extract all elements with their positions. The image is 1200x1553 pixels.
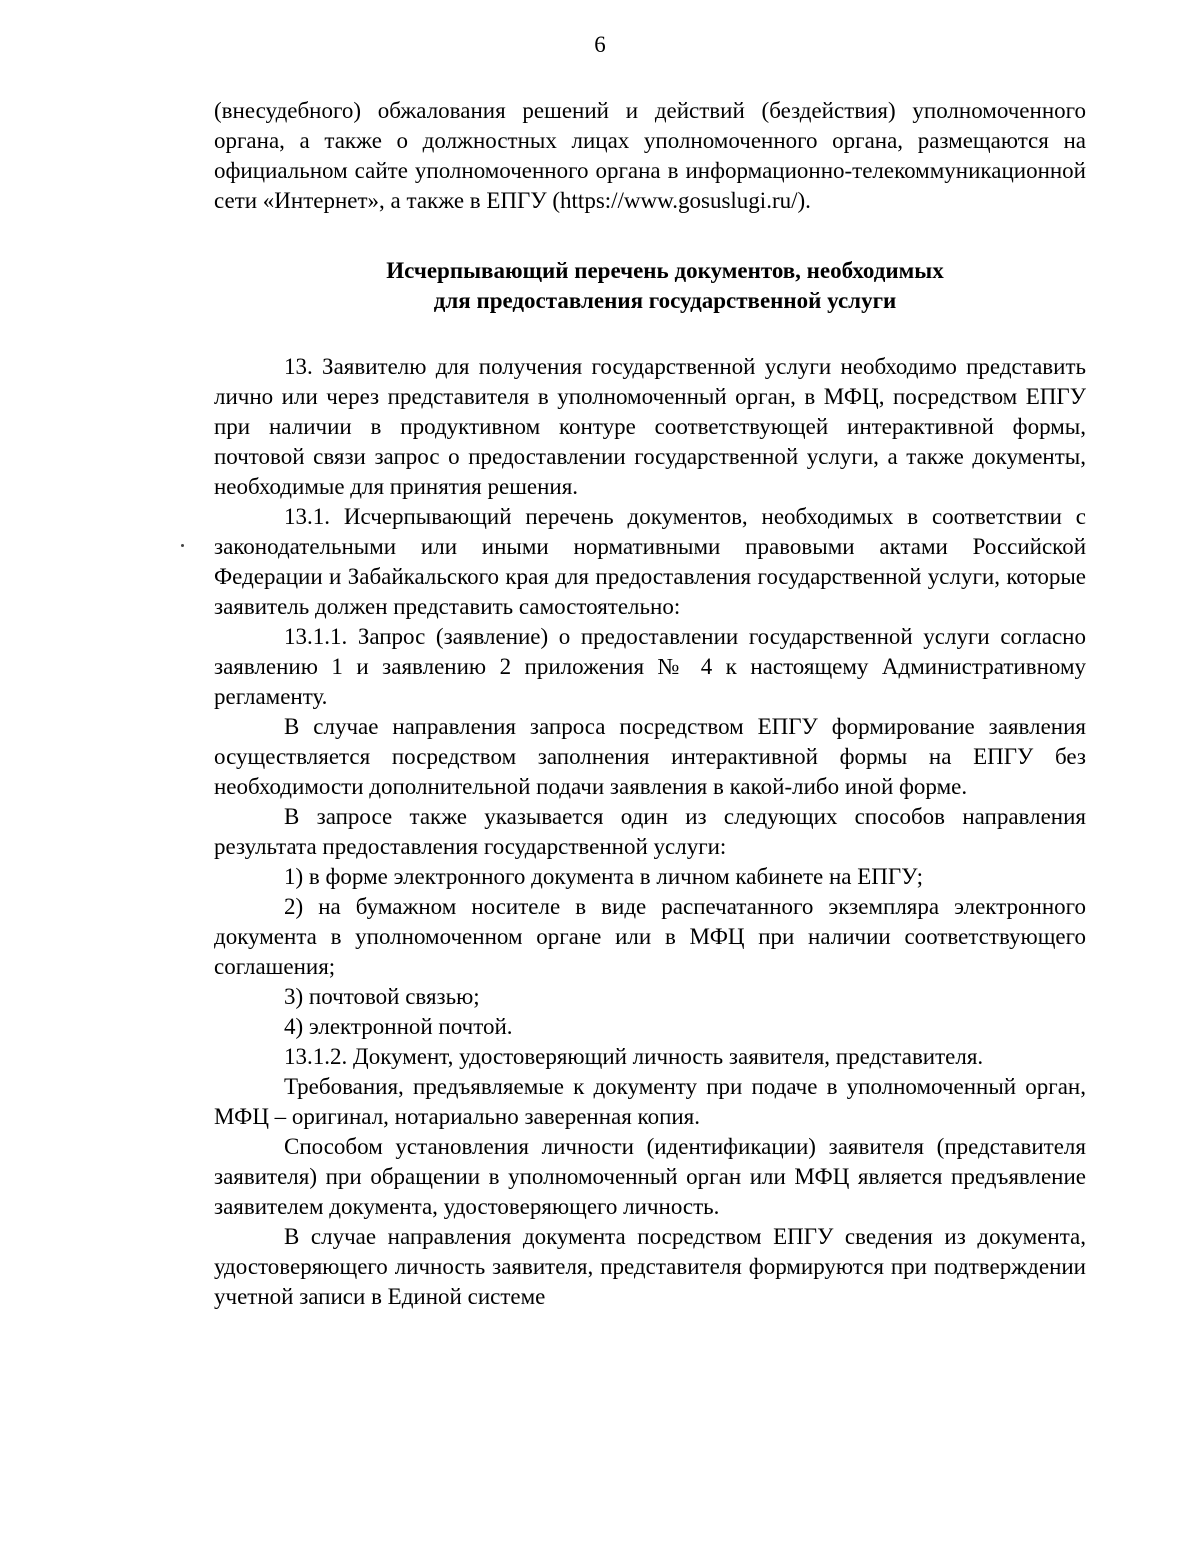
paragraph-identification: Способом установления личности (идентификации) заявителя (представителя заявителя) при обращении в уполномоченный орган или МФЦ является предъявление заявителем документа, удостоверяющего личность. (214, 1134, 1086, 1219)
paragraph-requirements: Требования, предъявляемые к документу при подаче в уполномоченный орган, МФЦ – оригинал, нотариально заверенная копия. (214, 1074, 1086, 1129)
section-heading-line-2: для предоставления государственной услуги (433, 288, 897, 313)
list-item-4: 4) электронной почтой. (284, 1014, 513, 1039)
paragraph-13-1-1: 13.1.1. Запрос (заявление) о предоставлении государственной услуги согласно заявлению 1 и заявлению 2 приложения № 4 к настоящему Административному регламенту. (214, 624, 1086, 709)
list-item-2: 2) на бумажном носителе в виде распечатанного экземпляра электронного документа в уполномоченном органе или в МФЦ при наличии соответствующего соглашения; (214, 894, 1086, 979)
paragraph-epgu-document: В случае направления документа посредством ЕПГУ сведения из документа, удостоверяющего личность заявителя, представителя формируются при подтверждении учетной записи в Единой системе (214, 1224, 1086, 1309)
list-item-3: 3) почтовой связью; (284, 984, 480, 1009)
paragraph-13: 13. Заявителю для получения государственной услуги необходимо представить лично или через представителя в уполномоченный орган, в МФЦ, посредством ЕПГУ при наличии в продуктивном контуре соответствующей интерактивной формы, почтовой связи запрос о предоставлении государственной услуги, а также документы, необходимые для принятия решения. (214, 354, 1086, 499)
list-item-1: 1) в форме электронного документа в личном кабинете на ЕПГУ; (284, 864, 924, 889)
paragraph-13-1-2: 13.1.2. Документ, удостоверяющий личность заявителя, представителя. (284, 1044, 984, 1069)
paragraph-epgu-form: В случае направления запроса посредством ЕПГУ формирование заявления осуществляется посредством заполнения интерактивной формы на ЕПГУ без необходимости дополнительной подачи заявления в какой-либо иной форме. (214, 714, 1086, 799)
section-heading (214, 256, 1086, 316)
document-body (214, 96, 1086, 1312)
paragraph-13-1: 13.1. Исчерпывающий перечень документов, необходимых в соответствии с законодательными или иными нормативными правовыми актами Российской Федерации и Забайкальского края для предоставления государственной услуги, которые заявитель должен представить самостоятельно: (214, 504, 1086, 619)
intro-paragraph: (внесудебного) обжалования решений и действий (бездействия) уполномоченного органа, а также о должностных лицах уполномоченного органа, размещаются на официальном сайте уполномоченного органа в информационно-телекоммуникационной сети «Интернет», а также в ЕПГУ (https://www.gosuslugi.ru/). (214, 98, 1086, 213)
section-heading-line-1: Исчерпывающий перечень документов, необходимых (386, 258, 944, 283)
scan-speck (181, 544, 184, 547)
paragraph-result-methods: В запросе также указывается один из следующих способов направления результата предоставления государственной услуги: (214, 804, 1086, 859)
page-number: 6 (594, 32, 606, 57)
